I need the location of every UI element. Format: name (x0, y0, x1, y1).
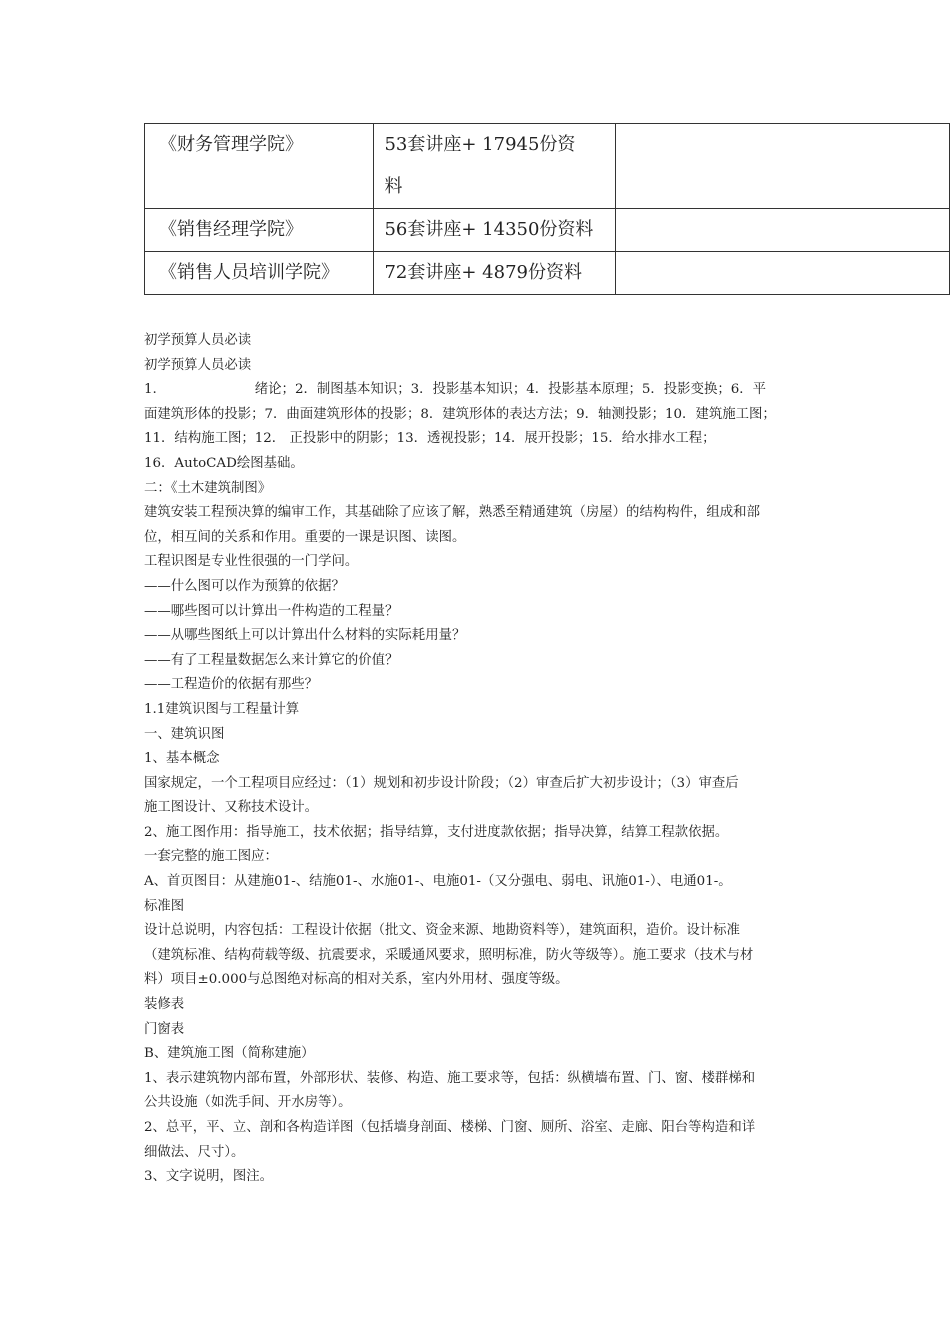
text-line: 3、文字说明，图注。 (144, 1169, 274, 1185)
text-line: 2、施工图作用：指导施工，技术依据；指导结算，支付进度款依据；指导决算，结算工程款依据。 (144, 824, 729, 840)
text-line: B、建筑施工图（简称建施） (144, 1046, 315, 1062)
text-line: 初学预算人员必读 (144, 333, 252, 348)
table-cell: 56套讲座+ 14350份资料 (374, 209, 615, 252)
text-line: 工程识图是专业性很强的一门学问。 (144, 554, 359, 570)
text-line: 细做法、尺寸）。 (144, 1144, 245, 1160)
table-row (145, 252, 950, 295)
text-line: 一、建筑识图 (144, 726, 225, 742)
text-line: 16．AutoCAD绘图基础。 (144, 455, 304, 471)
text-line: 施工图设计、又称技术设计。 (144, 800, 319, 816)
body-text (144, 329, 814, 1190)
table-cell: 《财务管理学院》 (145, 124, 374, 209)
text-line: 一套完整的施工图应： (144, 849, 278, 865)
text-line: 门窗表 (144, 1021, 185, 1037)
table-cell (615, 209, 949, 252)
list-number: 1. (144, 382, 157, 398)
text-line: ——工程造价的依据有那些？ (144, 677, 319, 693)
text-line: 设计总说明，内容包括：工程设计依据（批文、资金来源、地勘资料等），建筑面积，造价。设计标准 (144, 923, 740, 939)
course-table (144, 123, 950, 295)
text-line: 国家规定，一个工程项目应经过：（1）规划和初步设计阶段；（2）审查后扩大初步设计；（3）审查后 (144, 775, 739, 791)
text-line: 标准图 (144, 898, 185, 914)
text-line: ——什么图可以作为预算的依据？ (144, 578, 345, 594)
table-cell: 72套讲座+ 4879份资料 (374, 252, 615, 295)
table-cell: 《销售经理学院》 (145, 209, 374, 252)
text-line: ——哪些图可以计算出一件构造的工程量？ (144, 603, 399, 619)
table-row (145, 209, 950, 252)
table-cell (615, 124, 949, 209)
text-line: 位，相互间的关系和作用。重要的一课是识图、读图。 (144, 529, 466, 545)
table-cell: 《销售人员培训学院》 (145, 252, 374, 295)
text-line: 初学预算人员必读 (144, 357, 252, 373)
text-line: 建筑安装工程预决算的编审工作，其基础除了应该了解，熟悉至精通建筑（房屋）的结构构件，组成和部 (144, 505, 760, 521)
text-line: ——有了工程量数据怎么来计算它的价值？ (144, 652, 399, 668)
table-row (145, 124, 950, 209)
text-line: 公共设施（如洗手间、开水房等）。 (144, 1095, 352, 1111)
text-line: 1.1建筑识图与工程量计算 (144, 701, 300, 717)
cell-line: 料 (384, 176, 403, 197)
text-line (144, 378, 814, 403)
text-line: 1、表示建筑物内部布置，外部形状、装修、构造、施工要求等，包括：纵横墙布置、门、窗、楼群梯和 (144, 1070, 756, 1086)
text-line: 料）项目±0.000与总图绝对标高的相对关系，室内外用材、强度等级。 (144, 972, 569, 988)
text-line: 装修表 (144, 997, 185, 1013)
table-cell (374, 124, 615, 209)
text-line: 11．结构施工图；12． 正投影中的阴影；13．透视投影；14．展开投影；15．给水排水工程； (144, 431, 716, 447)
text-line: A、首页图目：从建施01-、结施01-、水施01-、电施01-（又分强电、弱电、讯施01-）、电通01-。 (144, 874, 732, 890)
text-line: 2、总平，平、立、剖和各构造详图（包括墙身剖面、楼梯、门窗、厕所、浴室、走廊、阳台等构造和详 (144, 1120, 756, 1135)
list-text: 绪论；2．制图基本知识；3．投影基本知识；4．投影基本原理；5．投影变换；6．平 (254, 382, 767, 398)
text-line: 面建筑形体的投影；7．曲面建筑形体的投影；8．建筑形体的表达方法；9．轴测投影；10．建筑施工图； (144, 406, 776, 422)
text-line: 1、基本概念 (144, 751, 220, 767)
text-line: ——从哪些图纸上可以计算出什么材料的实际耗用量？ (144, 628, 466, 644)
cell-line: 53套讲座+ 17945份资 (384, 134, 576, 155)
text-line: 二：《土木建筑制图》 (144, 480, 272, 496)
text-line: （建筑标准、结构荷载等级、抗震要求，采暖通风要求，照明标准，防火等级等）。施工要求（技术与材 (144, 947, 754, 963)
table-cell (615, 252, 949, 295)
